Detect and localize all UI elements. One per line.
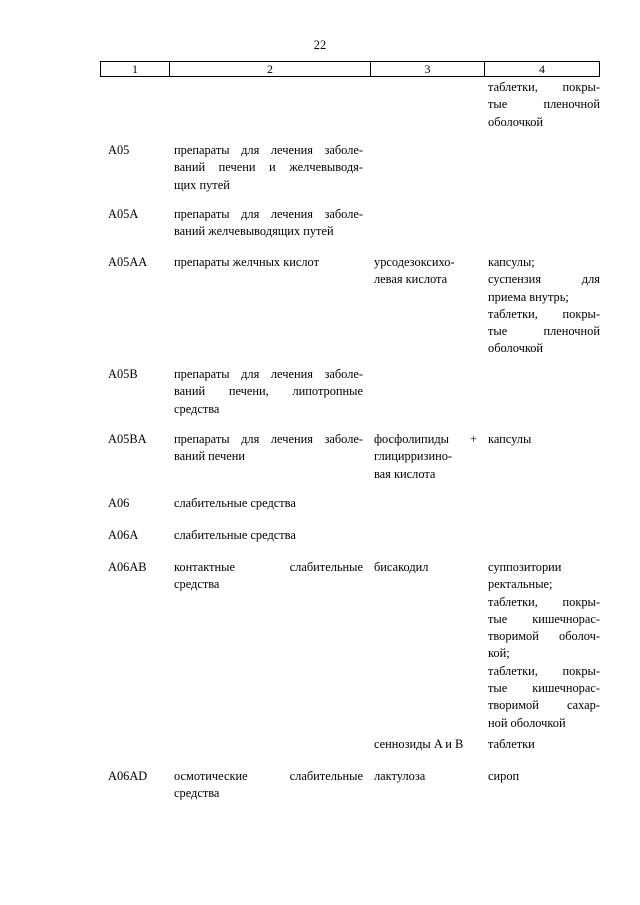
group-name-line: щих путей bbox=[174, 177, 230, 192]
dosage-form-line: ректальные; bbox=[488, 577, 553, 592]
atc-code: A06 bbox=[108, 496, 130, 510]
dosage-form-line: оболочкой bbox=[488, 341, 544, 356]
group-name-line: осмотические слабительные bbox=[174, 769, 363, 783]
header-col-1: 1 bbox=[132, 62, 138, 76]
dosage-form-line: суппозитории bbox=[488, 560, 562, 574]
dosage-form-cell bbox=[488, 79, 600, 131]
group-name-line: слабительные средства bbox=[174, 496, 296, 510]
dosage-form-cell bbox=[488, 559, 600, 732]
drug-name-line: сеннозиды A и B bbox=[374, 737, 464, 751]
group-name-cell bbox=[174, 254, 363, 271]
drug-name-line: бисакодил bbox=[374, 560, 429, 574]
group-name-cell bbox=[174, 366, 363, 418]
group-name-line: слабительные средства bbox=[174, 528, 296, 542]
group-name-line: ваний печени, липотропные bbox=[174, 384, 363, 399]
drug-name-line: левая кислота bbox=[374, 272, 448, 287]
header-col-3: 3 bbox=[370, 62, 484, 76]
atc-code: A05AA bbox=[108, 255, 148, 269]
dosage-form-line: таблетки, покры- bbox=[488, 80, 600, 94]
group-name-cell bbox=[174, 768, 363, 803]
drug-name-cell bbox=[374, 254, 477, 289]
group-name-line: контактные слабительные bbox=[174, 560, 363, 574]
dosage-form-line: капсулы bbox=[488, 432, 532, 446]
group-name-cell bbox=[174, 142, 363, 194]
drug-name-cell bbox=[374, 736, 477, 753]
dosage-form-line: тые кишечнорас- bbox=[488, 611, 600, 626]
group-name-line: ваний желчевыводящих путей bbox=[174, 224, 334, 239]
drug-name-cell bbox=[374, 559, 477, 576]
dosage-form-line: кой; bbox=[488, 646, 510, 661]
dosage-form-line: творимой оболоч- bbox=[488, 629, 600, 644]
drug-name-line: урсодезоксихо- bbox=[374, 255, 455, 269]
dosage-form-line: тые пленочной bbox=[488, 97, 600, 112]
atc-code: A06AB bbox=[108, 560, 147, 574]
group-name-cell bbox=[174, 495, 363, 512]
drug-name-line: фосфолипиды + bbox=[374, 432, 477, 446]
group-name-line: средства bbox=[174, 786, 220, 801]
dosage-form-line: творимой сахар- bbox=[488, 698, 600, 713]
dosage-form-line: таблетки, покры- bbox=[488, 594, 600, 609]
dosage-form-line: тые пленочной bbox=[488, 324, 600, 339]
group-name-cell bbox=[174, 559, 363, 594]
header-col-2: 2 bbox=[169, 62, 370, 76]
group-name-line: препараты желчных кислот bbox=[174, 255, 320, 269]
group-name-cell bbox=[174, 431, 363, 466]
group-name-cell bbox=[174, 206, 363, 241]
dosage-form-line: таблетки, покры- bbox=[488, 306, 600, 321]
drug-name-line: лактулоза bbox=[374, 769, 426, 783]
group-name-line: препараты для лечения заболе- bbox=[174, 143, 363, 157]
dosage-form-line: капсулы; bbox=[488, 255, 535, 269]
group-name-line: препараты для лечения заболе- bbox=[174, 432, 363, 446]
group-name-line: средства bbox=[174, 577, 220, 592]
dosage-form-cell bbox=[488, 431, 600, 448]
header-col-4: 4 bbox=[484, 62, 599, 76]
dosage-form-line: таблетки bbox=[488, 737, 535, 751]
table-header bbox=[100, 61, 600, 77]
dosage-form-line: тые кишечнорас- bbox=[488, 681, 600, 696]
dosage-form-cell bbox=[488, 768, 600, 785]
atc-code: A06AD bbox=[108, 769, 148, 783]
atc-code: A05 bbox=[108, 143, 130, 157]
drug-name-cell bbox=[374, 431, 477, 483]
dosage-form-cell bbox=[488, 736, 600, 753]
group-name-line: препараты для лечения заболе- bbox=[174, 367, 363, 381]
dosage-form-line: суспензия для bbox=[488, 272, 600, 287]
atc-code: A06A bbox=[108, 528, 139, 542]
group-name-line: препараты для лечения заболе- bbox=[174, 207, 363, 221]
group-name-line: ваний печени и желчевыводя- bbox=[174, 160, 363, 175]
atc-code: A05BA bbox=[108, 432, 147, 446]
atc-code: A05B bbox=[108, 367, 138, 381]
dosage-form-cell bbox=[488, 254, 600, 358]
atc-code: A05A bbox=[108, 207, 139, 221]
drug-name-line: вая кислота bbox=[374, 466, 436, 481]
drug-name-cell bbox=[374, 768, 477, 785]
dosage-form-line: ной оболочкой bbox=[488, 715, 566, 730]
group-name-line: средства bbox=[174, 401, 220, 416]
drug-name-line: глицирризино- bbox=[374, 449, 453, 464]
group-name-cell bbox=[174, 527, 363, 544]
group-name-line: ваний печени bbox=[174, 449, 245, 464]
dosage-form-line: сироп bbox=[488, 769, 520, 783]
page-number: 22 bbox=[313, 38, 327, 52]
dosage-form-line: приема внутрь; bbox=[488, 289, 569, 304]
dosage-form-line: таблетки, покры- bbox=[488, 663, 600, 678]
dosage-form-line: оболочкой bbox=[488, 114, 544, 129]
